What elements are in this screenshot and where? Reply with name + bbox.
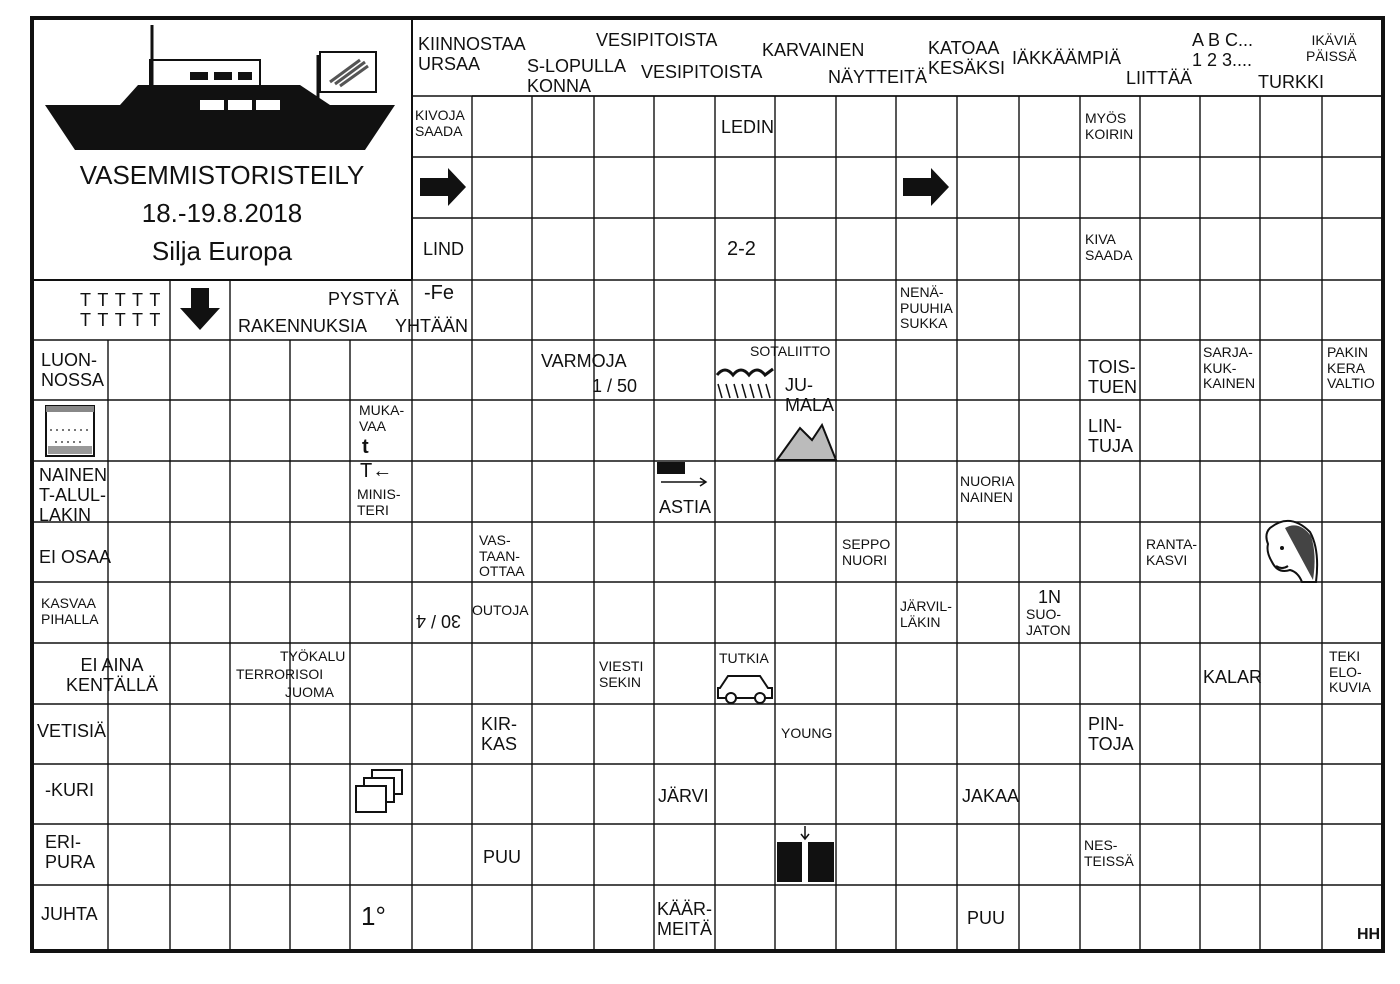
clue-kaarmeita: KÄÄR- MEITÄ bbox=[657, 899, 713, 940]
clue-sarjakuk: SARJA- KUK- KAINEN bbox=[1203, 344, 1256, 392]
clue-kivoja: KIVOJA SAADA bbox=[415, 107, 465, 139]
puzzle-title: VASEMMISTORISTEILY bbox=[79, 160, 365, 190]
clue-ttt: T T T T T T T T T T bbox=[80, 290, 162, 331]
clue-puu-2: PUU bbox=[967, 908, 1006, 928]
clue-pintoja: PIN- TOJA bbox=[1088, 714, 1134, 755]
clue-young: YOUNG bbox=[781, 725, 833, 741]
clue-nainen: NAINEN T-ALUL- LAKIN bbox=[39, 465, 108, 526]
clue-varmoja: VARMOJA bbox=[541, 351, 627, 371]
clue-tyokalu: TYÖKALU bbox=[280, 648, 346, 664]
clue-turkki: TURKKI bbox=[1258, 72, 1325, 92]
clue-t-small: t bbox=[362, 436, 369, 458]
clue-kasvaa: KASVAA PIHALLA bbox=[41, 595, 99, 627]
face-icon bbox=[1266, 521, 1317, 582]
clue-kiva: KIVA SAADA bbox=[1085, 231, 1133, 263]
mountain-icon bbox=[777, 425, 836, 460]
clue-ministeri: MINIS- TERI bbox=[357, 486, 401, 518]
clue-liittaa: LIITTÄÄ bbox=[1126, 68, 1193, 88]
clue-rakennuksia: RAKENNUKSIA bbox=[238, 316, 368, 336]
puzzle-ship: Silja Europa bbox=[151, 236, 293, 266]
stacked-squares-icon bbox=[356, 770, 402, 812]
clue-vetisia: VETISIÄ bbox=[37, 721, 107, 741]
clue-1n: 1N bbox=[1038, 587, 1062, 607]
clue-slopulla: S-LOPULLA KONNA bbox=[527, 56, 627, 97]
block-arrow-icon bbox=[657, 462, 706, 486]
clue-outoja: OUTOJA bbox=[472, 602, 529, 618]
clue-pystya: PYSTYÄ bbox=[328, 289, 400, 309]
clue-ikavia: IKÄVIÄ PÄISSÄ bbox=[1306, 32, 1357, 64]
clue-teki: TEKI ELO- KUVIA bbox=[1329, 648, 1372, 696]
arrow-right-icon bbox=[420, 168, 466, 206]
clue-vesipitoista-2: VESIPITOISTA bbox=[641, 62, 763, 82]
clue-lind: LIND bbox=[423, 239, 465, 259]
clue-juhta: JUHTA bbox=[41, 904, 98, 924]
clue-ledin: LEDIN bbox=[721, 117, 775, 137]
arrow-down-icon bbox=[180, 288, 220, 330]
clue-myos: MYÖS KOIRIN bbox=[1085, 110, 1134, 142]
clue-nuoria: NUORIA NAINEN bbox=[960, 473, 1015, 505]
glass-icon bbox=[46, 406, 94, 456]
clue-lintuja: LIN- TUJA bbox=[1088, 416, 1133, 457]
clue-kirkas: KIR- KAS bbox=[481, 714, 518, 755]
puzzle-date: 18.-19.8.2018 bbox=[141, 198, 303, 228]
clue-eiosaa: EI OSAA bbox=[39, 547, 112, 567]
grid-lines bbox=[32, 18, 1383, 951]
clue-katoaa: KATOAA KESÄKSI bbox=[928, 38, 1006, 79]
clue-kuri: -KURI bbox=[45, 780, 94, 800]
clue-nenapuuhia: NENÄ- PUUHIA SUKKA bbox=[900, 284, 953, 332]
gap-icon bbox=[777, 826, 834, 882]
wave-icon bbox=[717, 369, 773, 398]
clue-nesteissa: NES- TEISSÄ bbox=[1084, 837, 1134, 869]
clue-eripura: ERI- PURA bbox=[45, 832, 96, 873]
clue-pakin: PAKIN KERA VALTIO bbox=[1327, 344, 1375, 392]
clue-karvainen: KARVAINEN bbox=[762, 40, 865, 60]
clue-abc: A B C... 1 2 3.... bbox=[1192, 30, 1254, 71]
clue-jarvilakin: JÄRVIL- LÄKIN bbox=[900, 598, 952, 630]
clue-t-big: T← bbox=[360, 460, 393, 482]
clue-30-4: 30 / 4 bbox=[416, 611, 462, 632]
clue-tutkia: TUTKIA bbox=[719, 650, 769, 666]
arrow-right-icon bbox=[903, 168, 949, 206]
clue-eiaina: EI AINA KENTÄLLÄ bbox=[66, 655, 159, 696]
clue-puu-1: PUU bbox=[483, 847, 522, 867]
clue-degree: 1° bbox=[361, 901, 386, 931]
clue-toistuen: TOIS- TUEN bbox=[1088, 357, 1137, 398]
clue-vastaan: VAS- TAAN- OTTAA bbox=[479, 532, 525, 580]
signature: HH bbox=[1357, 926, 1381, 943]
clue-iakkaampia: IÄKKÄÄMPIÄ bbox=[1012, 48, 1122, 68]
clue-kalar: KALAR bbox=[1203, 667, 1263, 687]
clue-seppo: SEPPO NUORI bbox=[842, 536, 891, 568]
clue-astia: ASTIA bbox=[659, 497, 712, 517]
clue-suojaton: SUO- JATON bbox=[1026, 606, 1071, 638]
clue-rantakasvi: RANTA- KASVI bbox=[1146, 536, 1198, 568]
car-icon bbox=[718, 676, 772, 703]
clue-vesipitoista-1: VESIPITOISTA bbox=[596, 30, 718, 50]
clue-mukavaa: MUKA- VAA bbox=[359, 402, 405, 434]
clue-jarvi: JÄRVI bbox=[658, 786, 709, 806]
clue-terrorisoi: TERRORISOI bbox=[236, 666, 324, 682]
clue-luonnossa: LUON- NOSSA bbox=[41, 350, 105, 391]
clue-juoma: JUOMA bbox=[285, 684, 334, 700]
clue-nayttei: NÄYTTEITÄ bbox=[828, 67, 928, 87]
clue-fe: -Fe bbox=[424, 282, 454, 304]
clue-jakaa: JAKAA bbox=[962, 786, 1020, 806]
clue-2-2: 2-2 bbox=[727, 238, 756, 260]
clue-1-50: 1 / 50 bbox=[592, 376, 638, 396]
ship-icon bbox=[45, 25, 395, 150]
clue-viesti: VIESTI SEKIN bbox=[599, 658, 644, 690]
clue-kiinnostaa: KIINNOSTAA URSAA bbox=[418, 34, 526, 75]
clue-yhtaan: YHTÄÄN bbox=[395, 316, 469, 336]
clue-sotaliitto: SOTALIITTO bbox=[750, 343, 831, 359]
clue-jumala: JU- MALA bbox=[785, 375, 835, 416]
